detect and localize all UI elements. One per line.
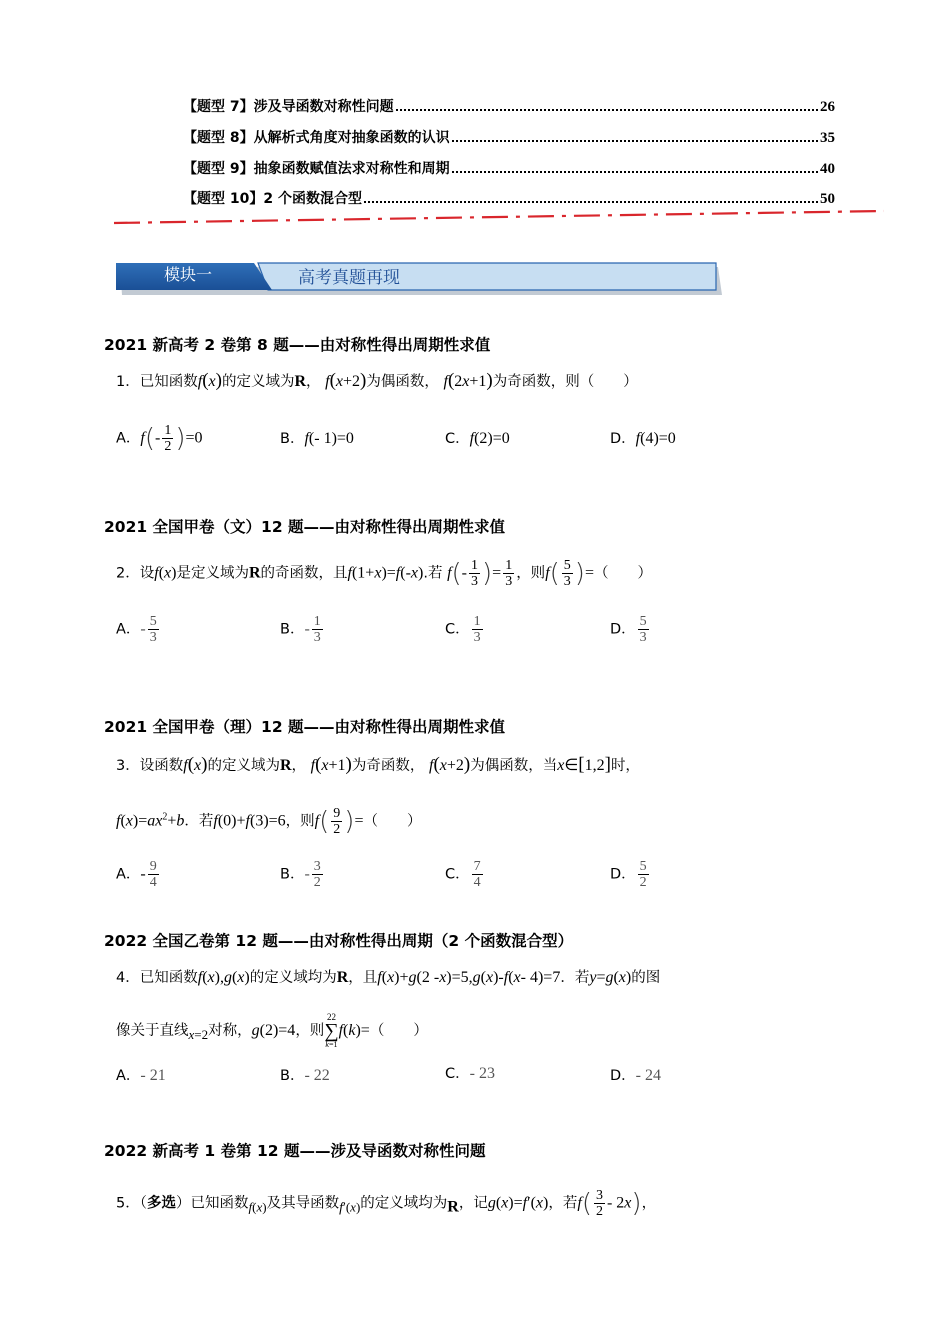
toc-label: 【题型 8】从解析式角度对抽象函数的认识 (183, 130, 450, 146)
toc-row[interactable] (183, 127, 835, 147)
question-4-line-2: 像关于直线$_{x=2}$对称，g(2)=4，则 22 ∑ k=1 f(k)=（ ） (116, 1012, 428, 1049)
option-c[interactable]: C． $\frac{1}{3}$ (445, 614, 481, 645)
option-b[interactable]: B．- $\frac{3}{2}$ (280, 859, 321, 890)
option-a[interactable]: A．- $\frac{5}{3}$ (116, 614, 157, 645)
option-d[interactable]: D． $\frac{5}{3}$ (610, 614, 647, 645)
toc-leader (452, 171, 818, 173)
module-tab-label: 模块一 (164, 265, 213, 284)
option-c[interactable]: C． $\frac{7}{4}$ (445, 859, 481, 890)
toc-page: 50 (820, 191, 835, 207)
option-a[interactable]: A．- $\frac{9}{4}$ (116, 859, 157, 890)
question-2-line: 2．设f(x)是定义域为R的奇函数，且f(1+x)=f(-x).若 f(- $\frac{1}{3}$ )= $\frac{1}{3}$ ，则f( $\frac{5}{3}$ )=（ ） (116, 558, 652, 589)
toc-leader (396, 109, 818, 111)
option-a[interactable]: A．f(- $\frac{1}{2}$ )=0 (116, 423, 203, 454)
section-title: 2021 新高考 2 卷第 8 题——由对称性得出周期性求值 (104, 336, 491, 354)
toc-row[interactable] (183, 96, 835, 116)
question-3-line-2: $f(x)=ax^2+b$．若f(0)+f(3)=6，则f( $\frac{9}{2}$ )=（ ） (116, 806, 422, 837)
toc-label: 【题型 9】抽象函数赋值法求对称性和周期 (183, 161, 450, 177)
toc-page: 40 (820, 161, 835, 177)
option-b[interactable]: B．- 22 (280, 1067, 330, 1084)
option-d[interactable]: D． $\frac{5}{2}$ (610, 859, 647, 890)
toc-leader (364, 201, 818, 203)
toc-leader (452, 140, 818, 142)
toc-page: 26 (820, 99, 835, 115)
question-3-line-1: 3．设函数f(x)的定义域为R， f(x+1)为奇函数， f(x+2)为偶函数，当x∈[1,2]时， (116, 754, 640, 775)
question-1-line: 1．已知函数f(x)的定义域为R， f(x+2)为偶函数， f(2x+1)为奇函数，则（ ） (116, 370, 638, 391)
divider-line (112, 206, 887, 228)
option-c[interactable]: C．- 23 (445, 1065, 495, 1082)
module-title: 高考真题再现 (298, 268, 400, 288)
option-c[interactable]: C．f(2)=0 (445, 430, 510, 447)
section-title: 2022 全国乙卷第 12 题——由对称性得出周期（2 个函数混合型） (104, 932, 574, 950)
section-title: 2021 全国甲卷（理）12 题——由对称性得出周期性求值 (104, 718, 506, 736)
section-title: 2021 全国甲卷（文）12 题——由对称性得出周期性求值 (104, 518, 506, 536)
option-b[interactable]: B．f(- 1)=0 (280, 430, 354, 447)
question-5-line: 5．（多选）已知函数$_{f(x)}$及其导函数$_{f'(x)}$的定义域均为$_R$，记g(x)=f′(x)，若f( $\frac{3}{2}$ - 2x)， (116, 1188, 657, 1219)
toc-page: 35 (820, 130, 835, 146)
option-b[interactable]: B．- $\frac{1}{3}$ (280, 614, 321, 645)
toc-label: 【题型 7】涉及导函数对称性问题 (183, 99, 394, 115)
option-d[interactable]: D．f(4)=0 (610, 430, 676, 447)
section-title: 2022 新高考 1 卷第 12 题——涉及导函数对称性问题 (104, 1142, 486, 1160)
option-d[interactable]: D．- 24 (610, 1067, 661, 1084)
option-a[interactable]: A．- 21 (116, 1067, 166, 1084)
toc-row[interactable] (183, 188, 835, 208)
toc-label: 【题型 10】2 个函数混合型 (183, 191, 362, 207)
toc-row[interactable] (183, 158, 835, 178)
question-4-line-1: 4．已知函数f(x),g(x)的定义域均为R，且f(x)+g(2 -x)=5,g(x)-f(x- 4)=7．若y=g(x)的图 (116, 969, 661, 986)
